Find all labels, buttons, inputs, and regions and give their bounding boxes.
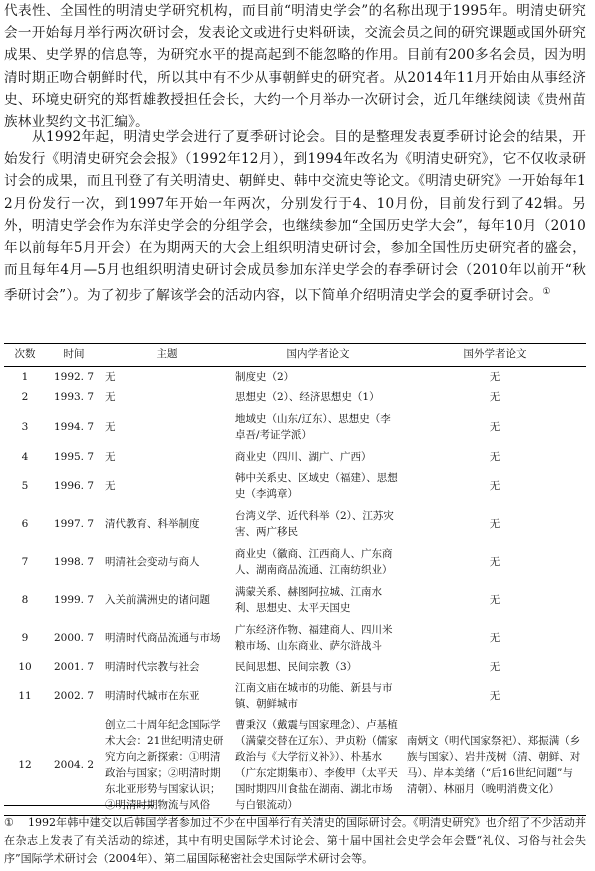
cell-foreign-papers: 南炳文（明代国家祭祀）、郑振满（乡族与国家）、岩井茂树（清、朝鲜、对马）、岸本美绪（“后16世纪问题”与清朝）、林丽月（晚明消费文化） — [404, 715, 586, 816]
cell-foreign-papers: 无 — [489, 480, 501, 492]
cell-foreign-papers: 无 — [489, 371, 501, 383]
cell-theme: 明清时代宗教与社会 — [105, 661, 200, 673]
cell-theme: 无 — [105, 480, 116, 492]
cell-foreign-papers: 无 — [489, 391, 501, 403]
cell-theme: 明清时代城市在东亚 — [105, 690, 200, 702]
table-row — [4, 657, 586, 677]
header-time: 时间 — [46, 344, 102, 367]
cell-domestic-papers: 广东经济作物、福建商人、四川米粮市场、山东商业、萨尔浒战斗 — [235, 624, 393, 652]
cell-domestic-papers: 满蒙关系、赫图阿拉城、江南水利、思想史、太平天国史 — [235, 586, 382, 614]
cell-time: 2002. 7 — [53, 690, 95, 702]
cell-domestic-papers: 韩中关系史、区域史（福建）、思想史（李鸿章） — [235, 472, 398, 500]
cell-no: 7 — [21, 556, 29, 568]
cell-time: 1996. 7 — [53, 480, 95, 492]
footnote-mark: ① — [4, 816, 15, 829]
cell-time: 1997. 7 — [53, 518, 95, 530]
cell-time: 1992. 7 — [53, 371, 95, 383]
cell-no: 8 — [21, 594, 29, 606]
cell-theme: 明清社会变动与商人 — [105, 556, 200, 568]
cell-no: 4 — [21, 451, 29, 463]
table-row — [4, 581, 586, 619]
cell-theme: 无 — [105, 371, 116, 383]
seminar-table — [4, 343, 586, 816]
cell-domestic-papers: 台湾义学、近代科举（2）、江苏灾害、两广移民 — [235, 510, 394, 538]
table-row — [4, 467, 586, 505]
cell-foreign-papers: 无 — [489, 594, 501, 606]
cell-time: 2001. 7 — [53, 661, 95, 673]
table-row — [4, 715, 586, 816]
cell-foreign-papers: 无 — [489, 421, 501, 433]
footnote-reference[interactable]: ① — [542, 287, 551, 298]
cell-domestic-papers: 江南文庙在城市的功能、新县与市镇、朝鲜城市 — [235, 682, 393, 710]
cell-domestic-papers: 思想史（2）、经济思想史（1） — [235, 391, 380, 403]
cell-no: 5 — [21, 480, 29, 492]
cell-domestic-papers: 制度史（2） — [235, 371, 295, 383]
table-row — [4, 447, 586, 467]
paragraph-summer-seminar — [4, 126, 586, 307]
cell-theme: 无 — [105, 451, 116, 463]
cell-theme: 清代教育、科举制度 — [105, 518, 200, 530]
paragraph-summer-seminar-text: 从1992年起，明清史学会进行了夏季研讨论会。目的是整理发表夏季研讨论会的结果，开始发行《明清史研究会会报》（1992年12月），到1994年改名为《明清史研究》，它不仅收录研讨会的成果，而且刊登了有关明清史、朝鲜史、韩中交流史等论文。《明清史研究》一开始每年12月份发行一次，到1997年开始一年两次，分别发行于4、10月份，目前发行到了42辑。另外，明清史学会作为东洋史学会的分组学会，也继续参加“全国历史学大会”，每年10月（2010年以前每年5月开会）在为期两天的大会上组织明清史研讨会，参加全国性历史研究者的盛会，而且每年4月—5月也组织明清史研讨会成员参加东洋史学会的春季研讨会（2010年以前开“秋季研讨会”）。为了初步了解该学会的活动内容，以下简单介绍明清史学会的夏季研讨会。 — [4, 129, 586, 304]
cell-foreign-papers: 无 — [489, 632, 501, 644]
cell-domestic-papers: 曹秉汉（戴震与国家理念）、卢基植（满蒙交替在辽东）、尹贞粉（儒家政治与《大学衍义补》）、朴基水（广东定期集市）、李俊甲（太平天国时期四川食盐在湖南、湖北市场与白银流动） — [232, 715, 404, 816]
header-domestic-papers: 国内学者论文 — [232, 344, 404, 367]
cell-no: 12 — [4, 715, 46, 816]
cell-domestic-papers: 民间思想、民间宗教（3） — [235, 661, 358, 673]
cell-theme: 明清时代商品流通与市场 — [105, 632, 221, 644]
table-body — [4, 367, 586, 816]
cell-no: 2 — [21, 391, 29, 403]
table-row — [4, 505, 586, 543]
cell-foreign-papers: 无 — [489, 451, 501, 463]
footnote-text: 1992年韩中建交以后韩国学者参加过不少在中国举行有关清史的国际研讨会。《明清史研究》也介绍了不少活动并在杂志上发表了有关活动的综述，其中有明史国际学术讨论会、第十届中国社会史学会年会暨“礼仪、习俗与社会失序”国际学术研讨会（2004年）、第二届国际秘密社会史国际学术研讨会等。 — [4, 816, 586, 865]
footnote — [4, 814, 586, 868]
cell-foreign-papers: 无 — [489, 690, 501, 702]
cell-time: 1999. 7 — [53, 594, 95, 606]
table-row — [4, 407, 586, 447]
cell-theme: 入关前满洲史的诸问题 — [105, 594, 210, 606]
cell-domestic-papers: 商业史（四川、湖广、广西） — [235, 451, 372, 463]
cell-no: 3 — [21, 421, 29, 433]
table-header-row — [4, 344, 586, 367]
header-theme: 主题 — [102, 344, 232, 367]
cell-theme: 创立二十周年纪念国际学术大会：21世纪明清史研究方向之新探索：①明清政治与国家；②明清时期东北亚形势与国家认识；③明清时期物流与风俗 — [102, 715, 232, 816]
cell-theme: 无 — [105, 391, 116, 403]
cell-time: 2000. 7 — [53, 632, 95, 644]
cell-time: 1998. 7 — [53, 556, 95, 568]
cell-time: 1995. 7 — [53, 451, 95, 463]
cell-no: 9 — [21, 632, 29, 644]
cell-time: 1994. 7 — [53, 421, 95, 433]
paragraph-intro: 代表性、全国性的明清史学研究机构，而目前“明清史学会”的名称出现于1995年。明清史研究会一开始每月举行两次研讨会，发表论文或进行史料研读，交流会员之间的研究课题或国外研究成果、史学界的信息等，为研究水平的提高起到不能忽略的作用。目前有200多名会员，因为明清时期正吻合朝鲜时代，所以其中有不少从事朝鲜史的研究者。从2014年11月开始由从事经济史、环境史研究的郑哲雄教授担任会长，大约一个月举办一次研讨会，近几年继续阅读《贵州苗族林业契约文书汇编》。 — [4, 3, 586, 131]
cell-time: 1993. 7 — [53, 391, 95, 403]
footnote-divider — [4, 805, 154, 806]
table-row — [4, 677, 586, 715]
cell-foreign-papers: 无 — [489, 518, 501, 530]
table-row — [4, 387, 586, 407]
cell-no: 11 — [18, 690, 32, 702]
cell-no: 1 — [21, 371, 29, 383]
header-no: 次数 — [4, 344, 46, 367]
cell-no: 10 — [18, 661, 32, 673]
header-foreign-papers: 国外学者论文 — [404, 344, 586, 367]
cell-no: 6 — [21, 518, 29, 530]
cell-time: 2004. 2 — [46, 715, 102, 816]
cell-foreign-papers: 无 — [489, 661, 501, 673]
table-row — [4, 543, 586, 581]
cell-domestic-papers: 商业史（徽商、江西商人、广东商人、湖南商品流通、江南纺织业） — [235, 548, 393, 576]
cell-theme: 无 — [105, 421, 116, 433]
cell-foreign-papers: 无 — [489, 556, 501, 568]
table-row — [4, 619, 586, 657]
cell-domestic-papers: 地域史（山东/辽东）、思想史（李卓吾/考证学派） — [235, 413, 391, 441]
table-row — [4, 367, 586, 388]
